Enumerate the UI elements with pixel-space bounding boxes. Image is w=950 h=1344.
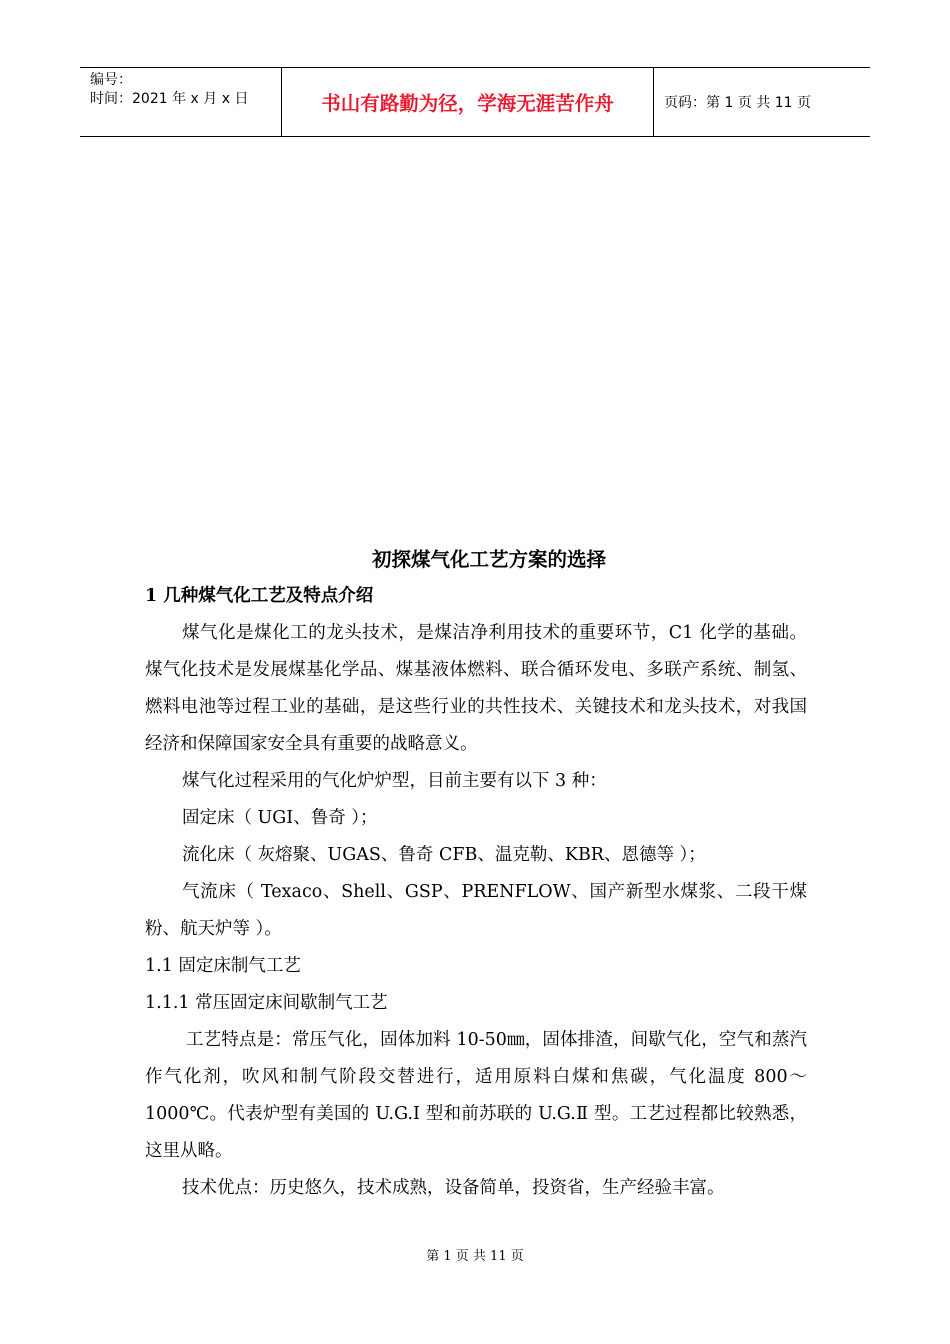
header-page-code: [654, 68, 870, 136]
paragraph-process-features: 工艺特点是：常压气化，固体加料 10-50㎜，固体排渣，间歇气化，空气和蒸汽作气化剂，吹风和制气阶段交替进行，适用原料白煤和焦碳，气化温度 800～1000℃。代表炉型有美国的 U.G.I 型和前苏联的 U.G.Ⅱ 型。工艺过程都比较熟悉，这里从略。: [145, 1030, 807, 1161]
paragraph-types: 煤气化过程采用的气化炉炉型，目前主要有以下 3 种：: [182, 771, 607, 791]
paragraph-entrained-flow: 气流床（ Texaco、Shell、GSP、PRENFLOW、国产新型水煤浆、二段干煤粉、航天炉等 ）。: [145, 882, 807, 939]
document-body: [145, 542, 807, 1207]
paragraph-intro: 煤气化是煤化工的龙头技术，是煤洁净利用技术的重要环节，C1 化学的基础。煤气化技术是发展煤基化学品、煤基液体燃料、联合循环发电、多联产系统、制氢、燃料电池等过程工业的基础，是这些行业的共性技术、关键技术和龙头技术，对我国经济和保障国家安全具有重要的战略意义。: [145, 623, 807, 754]
header-motto-cell: [281, 68, 654, 136]
document-header: [80, 67, 870, 137]
time-label: 时间：2021 年 x 月 x 日: [90, 91, 249, 107]
paragraph-advantages: 技术优点：历史悠久，技术成熟，设备简单，投资省，生产经验丰富。: [182, 1178, 725, 1198]
number-label: 编号：: [90, 72, 132, 88]
header-meta: [80, 68, 281, 136]
section-heading-1: 1 几种煤气化工艺及特点介绍: [145, 586, 374, 606]
document-title: 初探煤气化工艺方案的选择: [371, 548, 606, 571]
motto-text: 书山有路勤为径，学海无涯苦作舟: [321, 92, 614, 115]
page-code-text: 页码：第 1 页 共 11 页: [664, 95, 811, 111]
page-footer: 第 1 页 共 11 页: [426, 1249, 524, 1264]
subsection-heading-1-1: 1.1 固定床制气工艺: [145, 956, 301, 976]
subsection-heading-1-1-1: 1.1.1 常压固定床间歇制气工艺: [145, 993, 388, 1013]
paragraph-fixed-bed: 固定床（ UGI、鲁奇 ）；: [182, 808, 378, 828]
paragraph-fluidized-bed: 流化床（ 灰熔聚、UGAS、鲁奇 CFB、温克勒、KBR、恩德等 ）；: [182, 845, 706, 865]
